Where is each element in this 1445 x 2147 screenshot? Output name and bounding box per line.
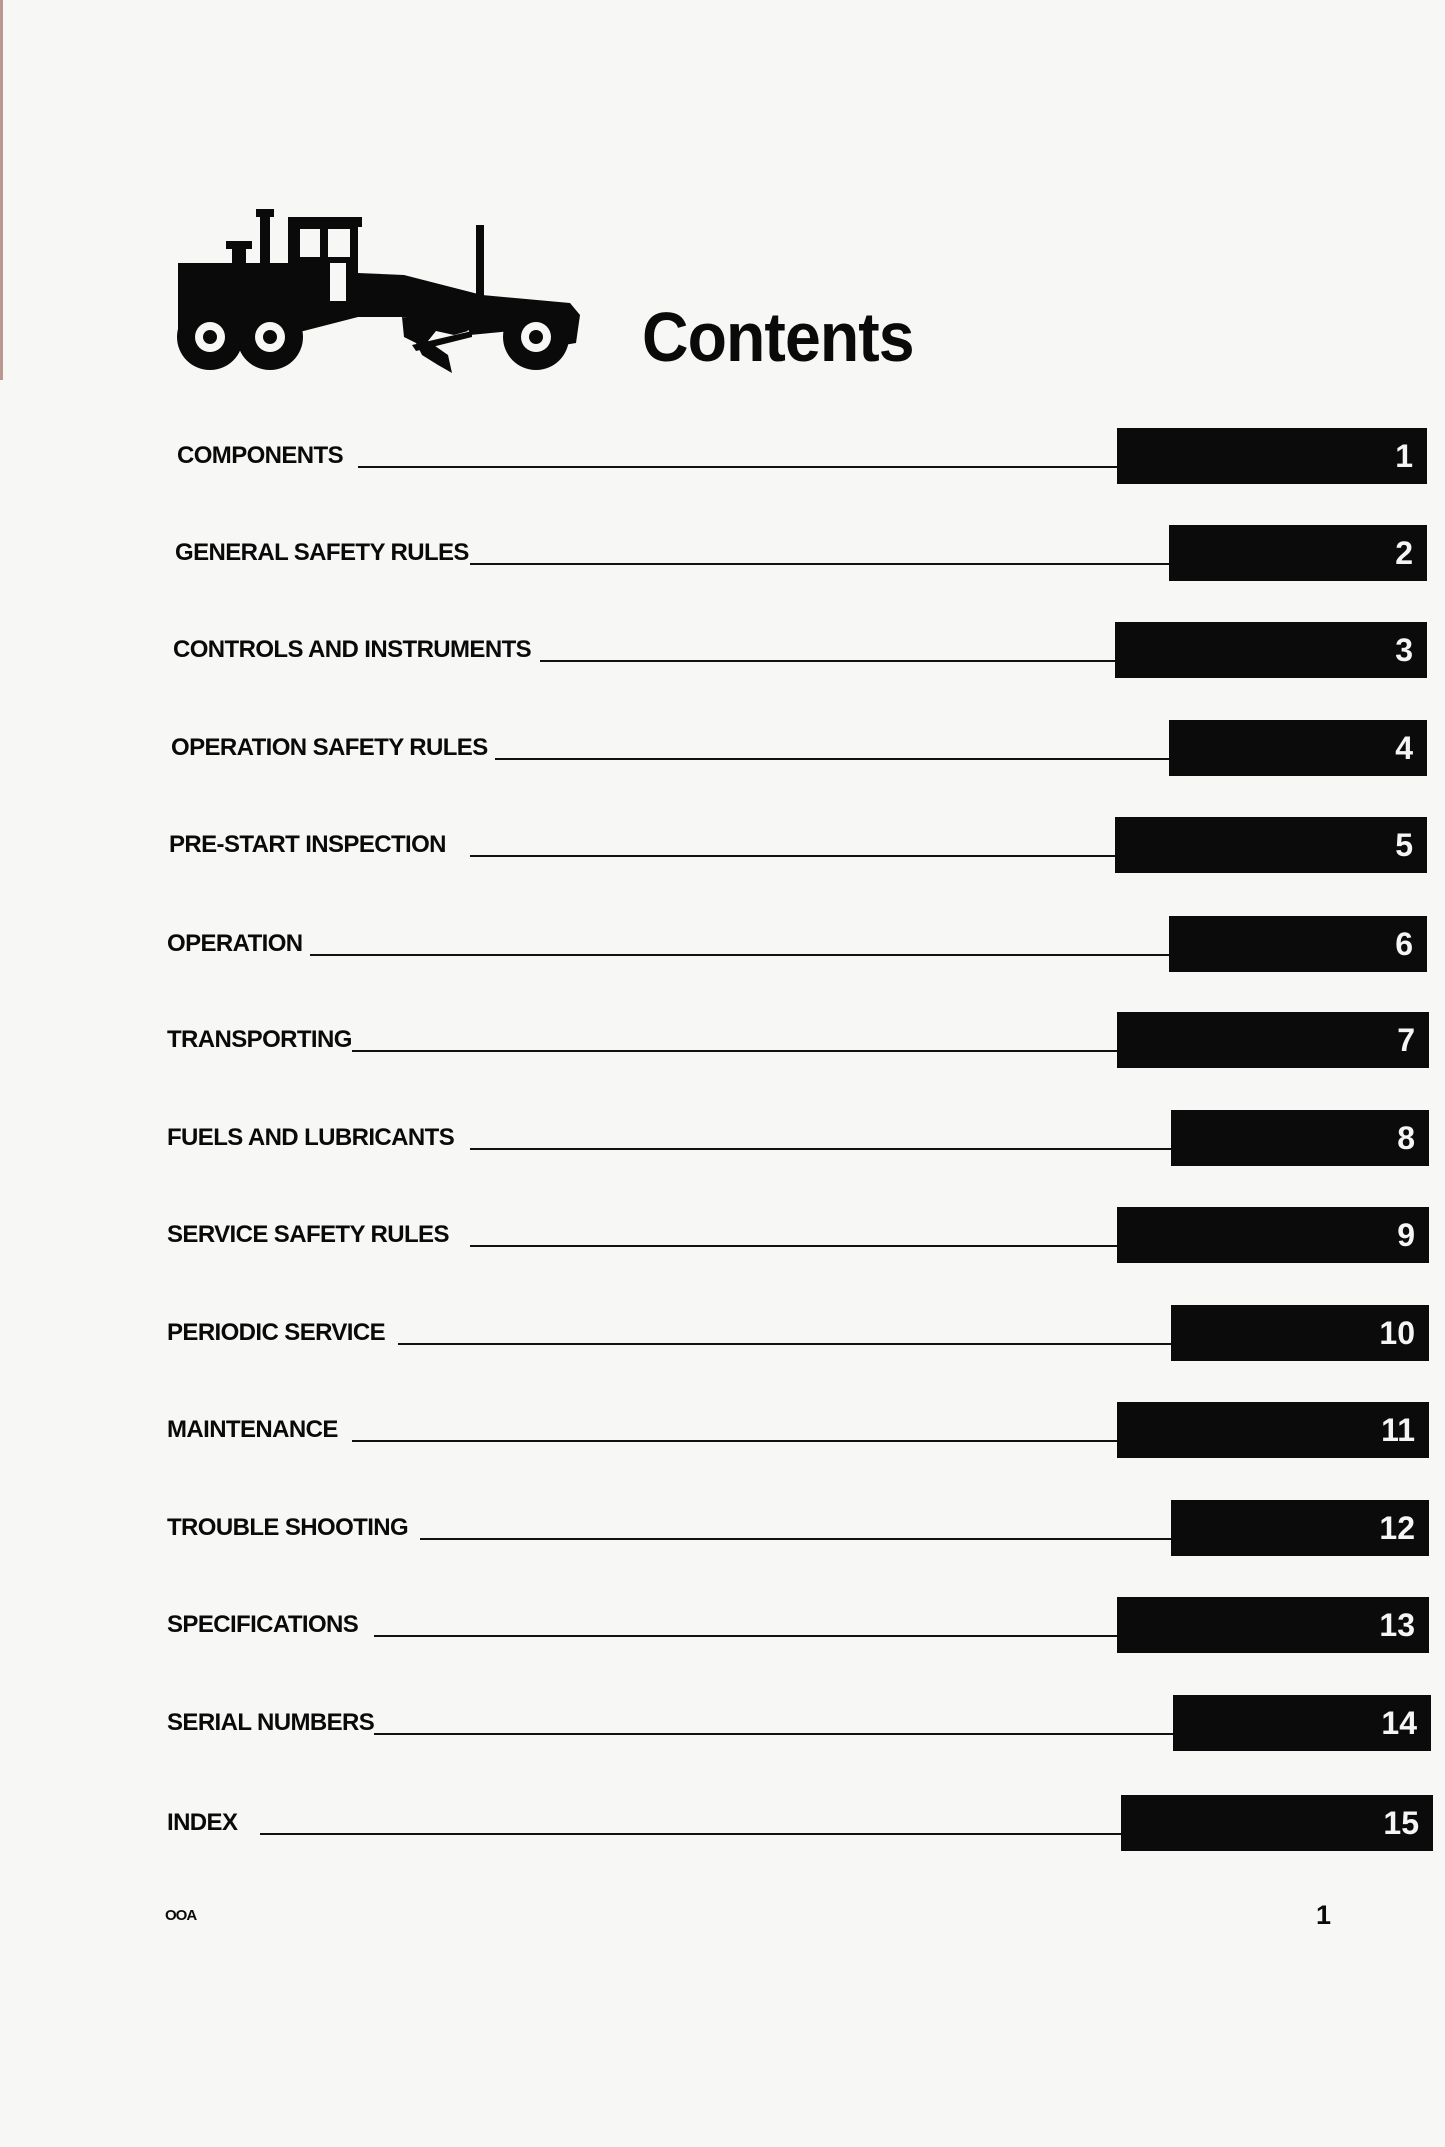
toc-entry[interactable] (0, 428, 1445, 488)
section-number: 1 (1395, 438, 1413, 474)
toc-leader-line (358, 466, 1117, 468)
toc-entry-label: SERVICE SAFETY RULES (167, 1221, 449, 1248)
page-number: 1 (1316, 1900, 1332, 1930)
toc-leader-line (352, 1050, 1117, 1052)
toc-leader-line (495, 758, 1169, 760)
section-tab[interactable] (1169, 720, 1427, 776)
section-number: 2 (1395, 535, 1413, 571)
page-title: Contents (642, 298, 914, 376)
section-tab[interactable] (1117, 428, 1427, 484)
toc-leader-line (374, 1733, 1173, 1735)
section-number: 15 (1383, 1805, 1419, 1841)
section-number: 7 (1397, 1022, 1415, 1058)
toc-entry-label: FUELS AND LUBRICANTS (167, 1124, 455, 1151)
section-number: 10 (1379, 1315, 1415, 1351)
section-tab[interactable] (1117, 1012, 1429, 1068)
toc-entry-label: TRANSPORTING (167, 1026, 352, 1053)
section-tab[interactable] (1121, 1795, 1433, 1851)
section-number: 14 (1381, 1705, 1417, 1741)
toc-entry-label: SPECIFICATIONS (167, 1611, 359, 1638)
section-number: 4 (1395, 730, 1413, 766)
toc-entry[interactable] (0, 1695, 1445, 1755)
section-number: 5 (1395, 827, 1413, 863)
section-number: 13 (1379, 1607, 1415, 1643)
section-number: 11 (1381, 1412, 1415, 1448)
toc-entry[interactable] (0, 1597, 1445, 1657)
toc-entry-label: TROUBLE SHOOTING (167, 1514, 409, 1541)
section-tab[interactable] (1169, 525, 1427, 581)
section-number: 12 (1379, 1510, 1415, 1546)
toc-entry-label: INDEX (167, 1809, 238, 1836)
section-tab[interactable] (1173, 1695, 1431, 1751)
toc-leader-line (470, 563, 1169, 565)
section-tab[interactable] (1171, 1500, 1429, 1556)
toc-entry[interactable] (0, 817, 1445, 877)
toc-entry-label: PRE-START INSPECTION (169, 831, 446, 858)
section-tab[interactable] (1115, 622, 1427, 678)
section-tab[interactable] (1117, 1207, 1429, 1263)
toc-entry-label: OPERATION (167, 930, 303, 957)
toc-entry[interactable] (0, 1402, 1445, 1462)
toc-entry[interactable] (0, 525, 1445, 585)
document-code: OOA (165, 1907, 197, 1924)
toc-entry[interactable] (0, 1305, 1445, 1365)
toc-leader-line (352, 1440, 1117, 1442)
toc-entry-label: PERIODIC SERVICE (167, 1319, 386, 1346)
section-tab[interactable] (1115, 817, 1427, 873)
section-tab[interactable] (1169, 916, 1427, 972)
toc-entry-label: OPERATION SAFETY RULES (171, 734, 488, 761)
toc-entry[interactable] (0, 1500, 1445, 1560)
toc-entry-label: MAINTENANCE (167, 1416, 338, 1443)
toc-entry[interactable] (0, 622, 1445, 682)
section-tab[interactable] (1117, 1402, 1429, 1458)
section-tab[interactable] (1171, 1110, 1429, 1166)
toc-leader-line (470, 1245, 1117, 1247)
toc-leader-line (470, 855, 1115, 857)
toc-entry-label: GENERAL SAFETY RULES (175, 539, 469, 566)
toc-leader-line (540, 660, 1115, 662)
toc-entry[interactable] (0, 720, 1445, 780)
toc-leader-line (374, 1635, 1117, 1637)
section-number: 6 (1395, 926, 1413, 962)
toc-entry[interactable] (0, 1795, 1445, 1855)
toc-entry-label: CONTROLS AND INSTRUMENTS (173, 636, 532, 663)
section-tab[interactable] (1171, 1305, 1429, 1361)
toc-entry[interactable] (0, 1110, 1445, 1170)
toc-leader-line (470, 1148, 1171, 1150)
toc-entry[interactable] (0, 1012, 1445, 1072)
section-tab[interactable] (1117, 1597, 1429, 1653)
toc-entry-label: SERIAL NUMBERS (167, 1709, 375, 1736)
section-number: 3 (1395, 632, 1413, 668)
toc-entry-label: COMPONENTS (177, 442, 344, 469)
toc-entry[interactable] (0, 916, 1445, 976)
toc-entry[interactable] (0, 1207, 1445, 1267)
toc-leader-line (420, 1538, 1171, 1540)
section-number: 8 (1397, 1120, 1415, 1156)
toc-leader-line (260, 1833, 1121, 1835)
toc-leader-line (310, 954, 1169, 956)
section-number: 9 (1397, 1217, 1415, 1253)
toc-leader-line (398, 1343, 1171, 1345)
